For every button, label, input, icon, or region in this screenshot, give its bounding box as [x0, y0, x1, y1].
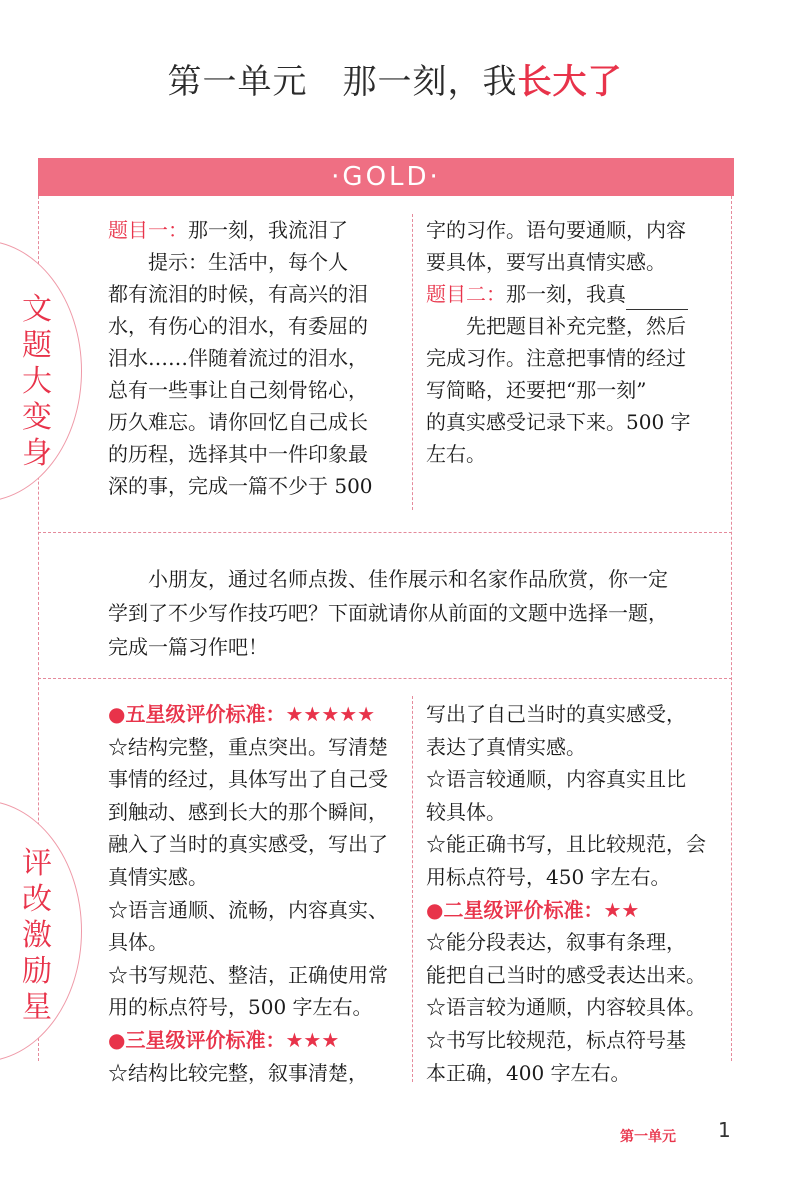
- intro-line: 学到了不少写作技巧吧？下面就请你从前面的文题中选择一题，: [108, 601, 668, 625]
- text-line: 泪水……伴随着流过的泪水，: [108, 346, 368, 370]
- side-char: 改: [22, 882, 52, 917]
- title-prefix: 第一单元 那一刻，我: [167, 62, 518, 102]
- two-star-icons: ★★: [603, 897, 640, 922]
- topic-one: [108, 214, 404, 502]
- three-star-icons: ★★★: [285, 1027, 340, 1052]
- text-line: 具体。: [108, 930, 168, 955]
- text-line: 较具体。: [426, 799, 506, 824]
- section-divider-2: [38, 678, 732, 679]
- two-star-title: 二星级评价标准：: [443, 897, 604, 922]
- gold-banner-text: ·GOLD·: [331, 162, 441, 192]
- text-line: ☆书写规范、整洁，正确使用常: [108, 962, 388, 987]
- five-star-heading: [108, 698, 408, 731]
- text-line: 融入了当时的真实感受，写出了: [108, 832, 388, 857]
- footer-unit-label: 第一单元: [620, 1129, 676, 1145]
- text-line: 用标点符号，450 字左右。: [426, 864, 671, 889]
- text-line: ☆结构比较完整，叙事清楚，: [108, 1060, 368, 1085]
- intro-paragraph: [108, 562, 718, 664]
- text-line: 到触动、感到长大的那个瞬间，: [108, 799, 388, 824]
- title-highlight: 长大了: [517, 62, 623, 102]
- intro-line: 完成一篇习作吧！: [108, 635, 268, 659]
- section-divider-1: [38, 532, 732, 533]
- intro-line: 小朋友，通过名师点拨、佳作展示和名家作品欣赏，你一定: [148, 567, 668, 591]
- side-char: 大: [22, 364, 52, 399]
- column-divider: [412, 214, 413, 510]
- bullet-dot-icon: ●: [426, 897, 444, 922]
- rating-left: [108, 698, 408, 1089]
- topic-two: [426, 214, 726, 470]
- text-line: 事情的经过，具体写出了自己受: [108, 767, 388, 792]
- gold-banner: [38, 158, 734, 196]
- topic-one-heading: [108, 214, 404, 246]
- topic-two-title: 那一刻，我真: [506, 282, 626, 306]
- text-line: 提示：生活中，每个人: [148, 250, 348, 274]
- side-char: 文: [22, 292, 52, 327]
- three-star-title: 三星级评价标准：: [125, 1027, 286, 1052]
- side-char: 励: [22, 954, 52, 989]
- side-char: 题: [22, 328, 52, 363]
- text-line: 先把题目补充完整，然后: [466, 314, 686, 338]
- text-line: 本正确，400 字左右。: [426, 1060, 631, 1085]
- text-line: ☆书写比较规范，标点符号基: [426, 1027, 686, 1052]
- five-star-icons: ★★★★★: [285, 702, 376, 726]
- topic-two-heading: [426, 278, 726, 310]
- topic-one-label: 题目一：: [108, 218, 188, 242]
- column-divider: [412, 696, 413, 1082]
- text-line: 用的标点符号，500 字左右。: [108, 995, 373, 1020]
- rating-right: [426, 698, 726, 1089]
- text-line: 完成习作。注意把事情的经过: [426, 346, 686, 370]
- text-line: 都有流泪的时候，有高兴的泪: [108, 282, 368, 306]
- text-line: ☆能正确书写，且比较规范，会: [426, 832, 706, 857]
- text-line: ☆能分段表达，叙事有条理，: [426, 930, 686, 955]
- topic-one-title: 那一刻，我流泪了: [188, 218, 348, 242]
- side-char: 评: [22, 846, 52, 881]
- text-line: 深的事，完成一篇不少于 500: [108, 474, 373, 498]
- bullet-dot-icon: ●: [108, 702, 126, 726]
- text-line: 要具体，要写出真情实感。: [426, 250, 666, 274]
- side-char: 变: [22, 400, 52, 435]
- text-line: 水，有伤心的泪水，有委屈的: [108, 314, 368, 338]
- three-star-heading: [108, 1024, 408, 1057]
- text-line: 的历程，选择其中一件印象最: [108, 442, 368, 466]
- text-line: ☆语言通顺、流畅，内容真实、: [108, 897, 388, 922]
- side-label-topics: [18, 292, 56, 472]
- text-line: 写简略，还要把“那一刻”: [426, 378, 647, 402]
- side-char: 星: [22, 990, 52, 1025]
- side-label-rating: [18, 846, 56, 1026]
- text-line: ☆语言较通顺，内容真实且比: [426, 767, 686, 792]
- text-line: 表达了真情实感。: [426, 734, 586, 759]
- text-line: 字的习作。语句要通顺，内容: [426, 218, 686, 242]
- text-line: ☆语言较为通顺，内容较具体。: [426, 995, 706, 1020]
- two-star-heading: [426, 894, 726, 927]
- fill-in-blank[interactable]: [626, 287, 688, 310]
- text-line: 写出了自己当时的真实感受，: [426, 702, 686, 726]
- text-line: ☆结构完整，重点突出。写清楚: [108, 734, 388, 759]
- text-line: 左右。: [426, 442, 486, 466]
- side-char: 激: [22, 918, 52, 953]
- text-line: 真情实感。: [108, 864, 208, 889]
- bullet-dot-icon: ●: [108, 1027, 126, 1052]
- topic-two-label: 题目二：: [426, 282, 506, 306]
- text-line: 总有一些事让自己刻骨铭心，: [108, 378, 368, 402]
- text-line: 能把自己当时的感受表达出来。: [426, 962, 706, 987]
- five-star-title: 五星级评价标准：: [125, 702, 286, 726]
- text-line: 历久难忘。请你回忆自己成长: [108, 410, 368, 434]
- page-number: 1: [718, 1118, 731, 1142]
- side-char: 身: [22, 436, 52, 471]
- text-line: 的真实感受记录下来。500 字: [426, 410, 691, 434]
- page-title: [0, 54, 790, 103]
